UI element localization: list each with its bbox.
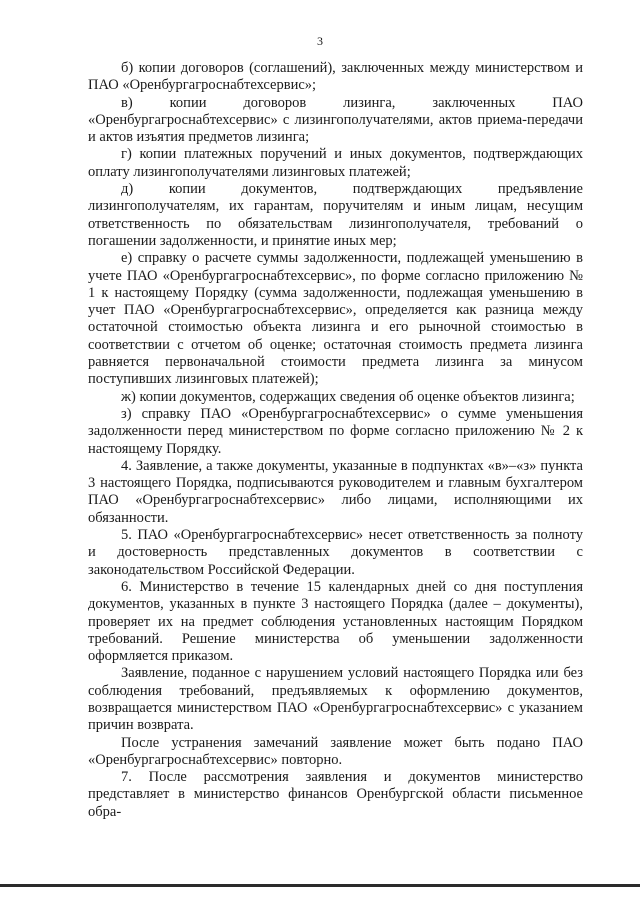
paragraph-b-agreements: б) копии договоров (соглашений), заключенных между министерством и ПАО «Оренбургагроснабтехсервис»; <box>88 60 583 94</box>
paragraph-e-debt-calculation: е) справку о расчете суммы задолженности, подлежащей уменьшению в учете ПАО «Оренбургагроснабтехсервис», по форме согласно приложению № 1 к настоящему Порядку (сумма задолженности, подлежащая уменьшению в учет ПАО «Оренбургагроснабтехсервис», определяется как разница между остаточной стоимостью объекта лизинга и его рыночной стоимостью в соответствии с отчетом об оценке; остаточная стоимость предмета лизинга равняется первоначальной стоимости предмета лизинга за минусом поступивших лизинговых платежей); <box>88 250 583 388</box>
paragraph-z-debt-reduction: з) справку ПАО «Оренбургагроснабтехсервис» о сумме уменьшения задолженности перед министерством по форме согласно приложению № 2 к настоящему Порядку. <box>88 405 583 457</box>
page-number: 3 <box>317 34 323 48</box>
paragraph-g-payment-orders: г) копии платежных поручений и иных документов, подтверждающих оплату лизингополучателями лизинговых платежей; <box>88 146 583 180</box>
paragraph-resubmission: После устранения замечаний заявление может быть подано ПАО «Оренбургагроснабтехсервис» повторно. <box>88 734 583 768</box>
paragraph-return-application: Заявление, поданное с нарушением условий настоящего Порядка или без соблюдения требований, предъявляемых к оформлению документов, возвращается министерством ПАО «Оренбургагроснабтехсервис» с указанием причин возврата. <box>88 665 583 734</box>
paragraph-zh-valuation: ж) копии документов, содержащих сведения об оценке объектов лизинга; <box>121 388 575 405</box>
paragraph-d-claims: д) копии документов, подтверждающих предъявление лизингополучателям, их гарантам, поручителям и иным лицам, несущим ответственность по обязательствам лизингополучателя, требований о погашении задолженности, и принятие иных мер; <box>88 181 583 249</box>
paragraph-4-signatures: 4. Заявление, а также документы, указанные в подпунктах «в»–«з» пункта 3 настоящего Порядка, подписываются руководителем и главным бухгалтером ПАО «Оренбургагроснабтехсервис» либо лицами, исполняющими их обязанности. <box>88 457 583 526</box>
page-bottom-border <box>0 884 640 887</box>
document-body <box>88 60 583 821</box>
paragraph-5-responsibility: 5. ПАО «Оренбургагроснабтехсервис» несет ответственность за полноту и достоверность представленных документов в соответствии с законодательством Российской Федерации. <box>88 527 583 578</box>
paragraph-7-ministry-finance: 7. После рассмотрения заявления и документов министерство представляет в министерство финансов Оренбургской области письменное обра- <box>88 769 583 820</box>
paragraph-v-leasing-contracts: в) копии договоров лизинга, заключенных ПАО «Оренбургагроснабтехсервис» с лизингополучателями, актов приема-передачи и актов изъятия предметов лизинга; <box>88 94 583 146</box>
paragraph-6-review: 6. Министерство в течение 15 календарных дней со дня поступления документов, указанных в пункте 3 настоящего Порядка (далее – документы), проверяет их на предмет соблюдения установленных настоящим Порядком требований. Решение министерства об уменьшении задолженности оформляется приказом. <box>88 578 583 665</box>
